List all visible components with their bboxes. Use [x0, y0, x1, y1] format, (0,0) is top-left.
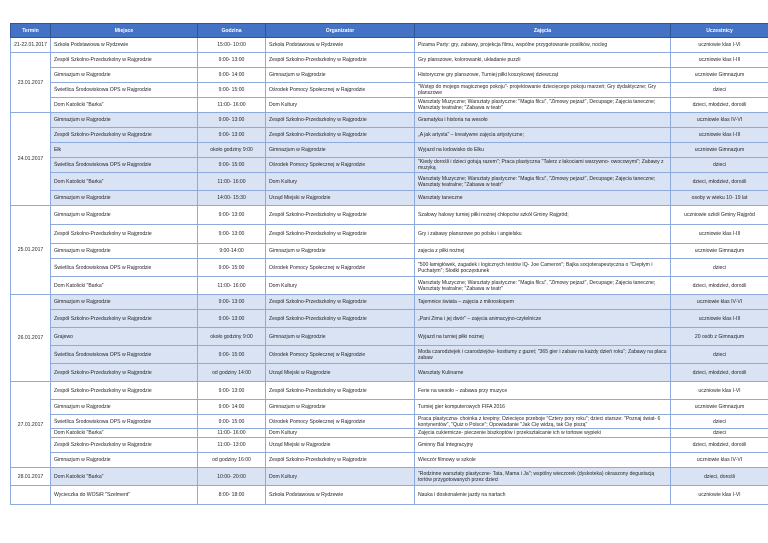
uczestnicy-cell[interactable]: dzieci, młodzież, dorośli	[671, 98, 768, 113]
schedule-sheet	[10, 23, 768, 505]
table-row	[11, 173, 768, 191]
uczestnicy-cell[interactable]: dzieci, młodzież, dorośli	[671, 173, 768, 191]
uczestnicy-cell[interactable]: uczniowie klas IV-VI	[671, 113, 768, 128]
organizator-cell[interactable]: Zespół Szkolno-Przedszkolny w Rajgrodzie	[266, 310, 415, 328]
godzina-cell[interactable]: 9:00- 15:00	[198, 259, 266, 277]
miejsce-cell[interactable]: Świetlica Środowiskowa OPS w Rajgrodzie	[51, 346, 198, 364]
miejsce-cell[interactable]: Dom Katolicki "Barka"	[51, 98, 198, 113]
table-row	[11, 453, 768, 468]
uczestnicy-cell[interactable]: dzieci	[671, 259, 768, 277]
date-cell[interactable]: 26.01.2017	[11, 295, 51, 382]
table-row	[11, 38, 768, 53]
miejsce-cell[interactable]: Zespół Szkolno-Przedszkolny w Rajgrodzie	[51, 53, 198, 68]
zajecia-cell[interactable]: "500 łamigłówek, zagadek i logicznych testów IQ- Joe Cameron"; Bajka socjoterapeutyczna o "Ciepłym i Puchatym"; Słodki poczęstunek	[415, 259, 671, 277]
godzina-cell[interactable]: 8:00- 18:00	[198, 486, 266, 505]
uczestnicy-cell[interactable]: uczniowie klas I-VI	[671, 486, 768, 505]
header-godzina[interactable]: Godzina	[198, 24, 266, 38]
organizator-cell[interactable]: Gimnazjum w Rajgrodzie	[266, 68, 415, 83]
zajecia-cell[interactable]: Gry i zabawy planszowe po polsku i angielsku	[415, 225, 671, 244]
zajecia-cell[interactable]: Moda czarodziejek i czarodziejów- kostiumy z gazet; "365 gier i zabaw na każdy dzień roku"; Zabawy na placu zabaw	[415, 346, 671, 364]
miejsce-cell[interactable]: Szkoła Podstawowa w Rydzewie	[51, 38, 198, 53]
organizator-cell[interactable]: Szkoła Podstawowa w Rydzewie	[266, 486, 415, 505]
organizator-cell[interactable]: Zespół Szkolno-Przedszkolny w Rajgrodzie	[266, 128, 415, 143]
organizator-cell[interactable]: Urząd Miejski w Rajgrodzie	[266, 191, 415, 206]
zajecia-cell[interactable]: Gminny Bal Integracyjny	[415, 438, 671, 453]
godzina-cell[interactable]: 9:00- 15:00	[198, 158, 266, 173]
godzina-cell[interactable]: 9:00- 15:00	[198, 83, 266, 98]
godzina-cell[interactable]: 9:00- 13:00	[198, 53, 266, 68]
uczestnicy-cell[interactable]: osoby w wieku 10- 19 lat	[671, 191, 768, 206]
miejsce-cell[interactable]: Zespół Szkolno-Przedszkolny w Rajgrodzie	[51, 128, 198, 143]
miejsce-cell[interactable]: Zespół Szkolno-Przedszkolny w Rajgrodzie	[51, 364, 198, 382]
table-row	[11, 310, 768, 328]
uczestnicy-cell[interactable]: dzieci, dorośli	[671, 468, 768, 486]
table-row	[11, 128, 768, 143]
date-cell[interactable]	[11, 486, 51, 505]
godzina-cell[interactable]: 9:00- 13:00	[198, 128, 266, 143]
godzina-cell[interactable]: 11:00- 16:00	[198, 277, 266, 295]
miejsce-cell[interactable]: Gimnazjum w Rajgrodzie	[51, 206, 198, 225]
organizator-cell[interactable]: Ośrodek Pomocy Społecznej w Rajgrodzie	[266, 259, 415, 277]
zajecia-cell[interactable]: „Pani Zima i jej dwór" – zajęcia animacyjno-czytelnicze	[415, 310, 671, 328]
miejsce-cell[interactable]: Dom Katolicki "Barka"	[51, 429, 198, 438]
header-termin[interactable]: Termin	[11, 24, 51, 38]
miejsce-cell[interactable]: Zespół Szkolno-Przedszkolny w Rajgrodzie	[51, 382, 198, 400]
zajecia-cell[interactable]: Praca plastyczna- choinka z krepiny; Dziecięce przeboje "Cztery pory roku"; dzieci starsze: "Poznaj świat- 6 kontynentów", "Quiz o Polsce"; Opowiadanie "Jak Cię widzą, tak Cię piszą"	[415, 415, 671, 429]
zajecia-cell[interactable]: Szałowy halowy turniej piłki nożnej chłopców szkół Gminy Rajgród;	[415, 206, 671, 225]
godzina-cell[interactable]: 9:00- 13:00	[198, 225, 266, 244]
table-row	[11, 295, 768, 310]
godzina-cell[interactable]: 9:00- 13:00	[198, 206, 266, 225]
organizator-cell[interactable]: Ośrodek Pomocy Społecznej w Rajgrodzie	[266, 415, 415, 429]
zajecia-cell[interactable]: Tajemnice świata – zajęcia z mikroskopem	[415, 295, 671, 310]
date-cell[interactable]: 28.01.2017	[11, 468, 51, 486]
zajecia-cell[interactable]: Ferie na wesoło – zabawa przy muzyce	[415, 382, 671, 400]
miejsce-cell[interactable]: Gimnazjum w Rajgrodzie	[51, 68, 198, 83]
organizator-cell[interactable]: Dom Kultury	[266, 429, 415, 438]
zajecia-cell[interactable]: Gry planszowe, kolorowanki, układanie puzzli	[415, 53, 671, 68]
table-row	[11, 382, 768, 400]
table-row	[11, 364, 768, 382]
uczestnicy-cell[interactable]: uczniowie szkół Gminy Rajgród	[671, 206, 768, 225]
table-row	[11, 400, 768, 415]
zajecia-cell[interactable]: Turniej gier komputerowych FIFA 2016	[415, 400, 671, 415]
uczestnicy-cell[interactable]: uczniowie Gimnazjum	[671, 143, 768, 158]
organizator-cell[interactable]: Dom Kultury	[266, 173, 415, 191]
uczestnicy-cell[interactable]: dzieci	[671, 346, 768, 364]
zajecia-cell[interactable]: „A jak artysta" – kreatywne zajęcia artystyczne;	[415, 128, 671, 143]
zajecia-cell[interactable]: Warsztaty Muzyczne; Warsztaty plastyczne: "Magia filcu", "Zimowy pejzaż", Decupage; Zajęcia taneczne; Warsztaty teatralne; "Zabawa w teatr"	[415, 98, 671, 113]
table-row	[11, 143, 768, 158]
organizator-cell[interactable]: Dom Kultury	[266, 468, 415, 486]
uczestnicy-cell[interactable]: 20 osób z Gimnazjum	[671, 328, 768, 346]
table-row	[11, 346, 768, 364]
zajecia-cell[interactable]: Warsztaty taneczne	[415, 191, 671, 206]
schedule-table	[10, 23, 768, 505]
zajecia-cell[interactable]: Wyjazd na turniej piłki nożnej	[415, 328, 671, 346]
organizator-cell[interactable]: Urząd Miejski w Rajgrodzie	[266, 364, 415, 382]
miejsce-cell[interactable]: Świetlica Środowiskowa OPS w Rajgrodzie	[51, 415, 198, 429]
uczestnicy-cell[interactable]: uczniowie klas I-III	[671, 310, 768, 328]
zajecia-cell[interactable]: zajęcia z piłki nożnej	[415, 244, 671, 259]
organizator-cell[interactable]: Gimnazjum w Rajgrodzie	[266, 328, 415, 346]
uczestnicy-cell[interactable]: uczniowie klas I-VI	[671, 38, 768, 53]
miejsce-cell[interactable]: Wycieczka do WOSiR "Szelment"	[51, 486, 198, 505]
uczestnicy-cell[interactable]: uczniowie klas I-III	[671, 225, 768, 244]
godzina-cell[interactable]: 9:00- 13:00	[198, 310, 266, 328]
table-row	[11, 277, 768, 295]
miejsce-cell[interactable]: Grajewo	[51, 328, 198, 346]
miejsce-cell[interactable]: Gimnazjum w Rajgrodzie	[51, 113, 198, 128]
header-uczestnicy[interactable]: Uczestnicy	[671, 24, 768, 38]
organizator-cell[interactable]: Zespół Szkolno-Przedszkolny w Rajgrodzie	[266, 225, 415, 244]
zajecia-cell[interactable]: Warsztaty Kulinarne	[415, 364, 671, 382]
table-row	[11, 83, 768, 98]
header-row	[11, 24, 768, 38]
uczestnicy-cell[interactable]: dzieci	[671, 83, 768, 98]
godzina-cell[interactable]: 14:00- 15:30	[198, 191, 266, 206]
godzina-cell[interactable]: 10:00- 20:00	[198, 468, 266, 486]
organizator-cell[interactable]: Zespół Szkolno-Przedszkolny w Rajgrodzie	[266, 382, 415, 400]
zajecia-cell[interactable]: Warsztaty Muzyczne; Warsztaty plastyczne: "Magia filcu", "Zimowy pejzaż", Decupage; Zajęcia taneczne; Warsztaty teatralne; "Zabawa w teatr"	[415, 173, 671, 191]
organizator-cell[interactable]: Zespół Szkolno-Przedszkolny w Rajgrodzie	[266, 295, 415, 310]
uczestnicy-cell[interactable]: uczniowie klas I-III	[671, 128, 768, 143]
miejsce-cell[interactable]: Świetlica Środowiskowa OPS w Rajgrodzie	[51, 259, 198, 277]
uczestnicy-cell[interactable]: uczniowie Gimnazjum	[671, 68, 768, 83]
table-row	[11, 486, 768, 505]
zajecia-cell[interactable]: Gramatyka i historia na wesoło	[415, 113, 671, 128]
table-row	[11, 438, 768, 453]
organizator-cell[interactable]: Zespół Szkolno-Przedszkolny w Rajgrodzie	[266, 453, 415, 468]
miejsce-cell[interactable]: Dom Katolicki "Barka"	[51, 468, 198, 486]
uczestnicy-cell[interactable]: dzieci	[671, 415, 768, 429]
miejsce-cell[interactable]: Dom Katolicki "Barka"	[51, 277, 198, 295]
godzina-cell[interactable]: około godziny 9:00	[198, 328, 266, 346]
godzina-cell[interactable]: 9:00- 14:00	[198, 68, 266, 83]
header-miejsce[interactable]: Miejsce	[51, 24, 198, 38]
date-cell[interactable]: 23.01.2017	[11, 53, 51, 113]
miejsce-cell[interactable]: Gimnazjum w Rajgrodzie	[51, 244, 198, 259]
table-row	[11, 158, 768, 173]
date-cell[interactable]: 25.01.2017	[11, 206, 51, 295]
zajecia-cell[interactable]: "Wstęp do mojego magicznego pokoju"- projektowanie dziecięcego pokoju marzeń; Gry dydaktyczne; Gry planszowe	[415, 83, 671, 98]
uczestnicy-cell[interactable]: uczniowie klas I-III	[671, 53, 768, 68]
organizator-cell[interactable]: Ośrodek Pomocy Społecznej w Rajgrodzie	[266, 346, 415, 364]
godzina-cell[interactable]: 9:00- 13:00	[198, 295, 266, 310]
miejsce-cell[interactable]: Dom Katolicki "Barka"	[51, 173, 198, 191]
godzina-cell[interactable]: od godziny 14:00	[198, 364, 266, 382]
godzina-cell[interactable]: 9:00- 14:00	[198, 400, 266, 415]
organizator-cell[interactable]: Zespół Szkolno-Przedszkolny w Rajgrodzie	[266, 113, 415, 128]
uczestnicy-cell[interactable]: dzieci, młodzież, dorośli	[671, 364, 768, 382]
godzina-cell[interactable]: 11:00- 16:00	[198, 98, 266, 113]
uczestnicy-cell[interactable]: dzieci, młodzież, dorośli	[671, 438, 768, 453]
table-row	[11, 225, 768, 244]
zajecia-cell[interactable]: Pizama Party: gry, zabawy, projekcja filmu, wspólne przygotowanie posiłków, nocleg	[415, 38, 671, 53]
godzina-cell[interactable]: od godziny 16:00	[198, 453, 266, 468]
godzina-cell[interactable]: 11:00- 13:00	[198, 438, 266, 453]
zajecia-cell[interactable]: Nauka i doskonalenie jazdy na nartach	[415, 486, 671, 505]
organizator-cell[interactable]: Ośrodek Pomocy Społecznej w Rajgrodzie	[266, 158, 415, 173]
miejsce-cell[interactable]: Gimnazjum w Rajgrodzie	[51, 453, 198, 468]
uczestnicy-cell[interactable]: uczniowie Gimnazjum	[671, 244, 768, 259]
table-row	[11, 244, 768, 259]
zajecia-cell[interactable]: Zajęcia cukiernicze- pieczenie biszkoptów i przekształcanie ich w tortowe wypieki	[415, 429, 671, 438]
miejsce-cell[interactable]: Zespół Szkolno-Przedszkolny w Rajgrodzie	[51, 310, 198, 328]
organizator-cell[interactable]: Gimnazjum w Rajgrodzie	[266, 244, 415, 259]
godzina-cell[interactable]: 11:00- 16:00	[198, 173, 266, 191]
miejsce-cell[interactable]: Ełk	[51, 143, 198, 158]
godzina-cell[interactable]: 9:00-14:00	[198, 244, 266, 259]
uczestnicy-cell[interactable]: dzieci, młodzież, dorośli	[671, 277, 768, 295]
table-row	[11, 53, 768, 68]
uczestnicy-cell[interactable]: uczniowie klas IV-VI	[671, 295, 768, 310]
organizator-cell[interactable]: Dom Kultury	[266, 98, 415, 113]
table-row	[11, 468, 768, 486]
miejsce-cell[interactable]: Świetlica Środowiskowa OPS w Rajgrodzie	[51, 83, 198, 98]
table-row	[11, 113, 768, 128]
uczestnicy-cell[interactable]: dzieci	[671, 429, 768, 438]
uczestnicy-cell[interactable]: uczniowie Gimnazjum	[671, 400, 768, 415]
uczestnicy-cell[interactable]: uczniowie klas I-VI	[671, 382, 768, 400]
miejsce-cell[interactable]: Gimnazjum w Rajgrodzie	[51, 295, 198, 310]
godzina-cell[interactable]: 11:00- 16:00	[198, 429, 266, 438]
table-row	[11, 98, 768, 113]
zajecia-cell[interactable]: Historyczne gry planszowe, Turniej piłki koszykowej dziewcząt	[415, 68, 671, 83]
miejsce-cell[interactable]: Świetlica Środowiskowa OPS w Rajgrodzie	[51, 158, 198, 173]
zajecia-cell[interactable]: "Kiedy dorośli i dzieci gotują razem"; Praca plastyczna "Talerz z łakociami warzywno- owocowymi"; Zabawy z muzyką	[415, 158, 671, 173]
miejsce-cell[interactable]: Zespół Szkolno-Przedszkolny w Rajgrodzie	[51, 438, 198, 453]
organizator-cell[interactable]: Gimnazjum w Rajgrodzie	[266, 400, 415, 415]
uczestnicy-cell[interactable]: dzieci	[671, 158, 768, 173]
miejsce-cell[interactable]: Gimnazjum w Rajgrodzie	[51, 400, 198, 415]
header-organizator[interactable]: Organizator	[266, 24, 415, 38]
miejsce-cell[interactable]: Gimnazjum w Rajgrodzie	[51, 191, 198, 206]
organizator-cell[interactable]: Urząd Miejski w Rajgrodzie	[266, 438, 415, 453]
date-cell[interactable]: 24.01.2017	[11, 113, 51, 206]
zajecia-cell[interactable]: Wyjazd na lodowisko do Ełku	[415, 143, 671, 158]
godzina-cell[interactable]: 9:00- 13:00	[198, 113, 266, 128]
date-cell[interactable]: 27.01.2017	[11, 382, 51, 468]
table-row	[11, 68, 768, 83]
godzina-cell[interactable]: około godziny 9:00	[198, 143, 266, 158]
organizator-cell[interactable]: Dom Kultury	[266, 277, 415, 295]
table-row	[11, 415, 768, 429]
table-row	[11, 328, 768, 346]
godzina-cell[interactable]: 9:00- 15:00	[198, 346, 266, 364]
schedule-body	[11, 38, 768, 505]
miejsce-cell[interactable]: Zespół Szkolno-Przedszkolny w Rajgrodzie	[51, 225, 198, 244]
organizator-cell[interactable]: Gimnazjum w Rajgrodzie	[266, 143, 415, 158]
zajecia-cell[interactable]: Wieczór filmowy w szkole	[415, 453, 671, 468]
date-cell[interactable]: 21-22.01.2017	[11, 38, 51, 53]
zajecia-cell[interactable]: Warsztaty Muzyczne; Warsztaty plastyczne: "Magia filcu", "Zimowy pejzaż", Decupage; Zajęcia taneczne; Warsztaty teatralne; "Zabawa w teatr"	[415, 277, 671, 295]
table-row	[11, 259, 768, 277]
organizator-cell[interactable]: Zespół Szkolno-Przedszkolny w Rajgrodzie	[266, 53, 415, 68]
uczestnicy-cell[interactable]: uczniowie klas IV-VI	[671, 453, 768, 468]
godzina-cell[interactable]: 9:00- 13:00	[198, 382, 266, 400]
zajecia-cell[interactable]: "Rodzinne warsztaty plastyczne- Tata, Mama i Ja"; wspólny wieczorek (dyskoteka) okraszony degustacją tortów przygotowanych przez dzieci	[415, 468, 671, 486]
table-row	[11, 206, 768, 225]
organizator-cell[interactable]: Ośrodek Pomocy Społecznej w Rajgrodzie	[266, 83, 415, 98]
organizator-cell[interactable]: Zespół Szkolno-Przedszkolny w Rajgrodzie	[266, 206, 415, 225]
organizator-cell[interactable]: Szkoła Podstawowa w Rydzewie	[266, 38, 415, 53]
godzina-cell[interactable]: 15:00- 10:00	[198, 38, 266, 53]
table-row	[11, 429, 768, 438]
table-row	[11, 191, 768, 206]
godzina-cell[interactable]: 9:00- 15:00	[198, 415, 266, 429]
header-zajecia[interactable]: Zajęcia	[415, 24, 671, 38]
